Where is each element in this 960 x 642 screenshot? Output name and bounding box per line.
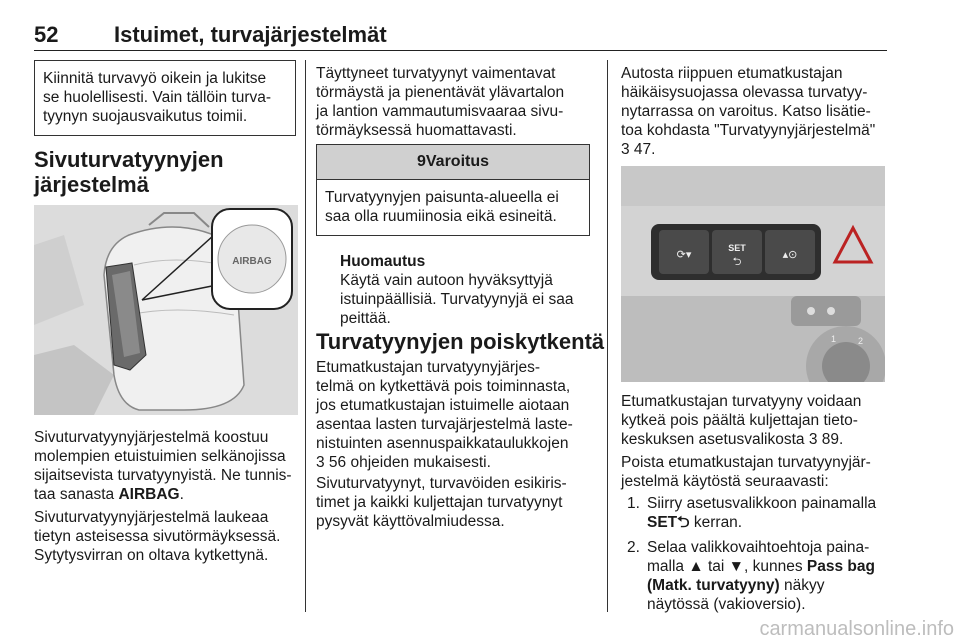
driver-info-paragraph: Etumatkustajan turvatyyny voidaan kytkeä pois päältä kuljettajan tieto- keskuksen asetusvalikosta 3 89. xyxy=(621,393,862,448)
notice-line: se huolellisesti. Vain tällöin turva- xyxy=(43,89,272,106)
page-reference: 3 56 ohjeiden mukaisesti. xyxy=(316,454,491,471)
warning-body: Turvatyynyjen paisunta-alueella ei saa olla ruumiinosia eikä esineitä. xyxy=(325,189,559,225)
steps-intro-paragraph: Poista etumatkustajan turvatyynyjär- jestelmä käytöstä seuraavasti: xyxy=(621,454,871,490)
set-key-term: SET⮌ xyxy=(647,514,690,531)
note-title: Huomautus xyxy=(340,253,426,270)
return-arrow-icon: ⮌ xyxy=(732,256,742,268)
side-airbag-paragraph: Sivuturvatyynyjärjestelmä koostuu molempien etuistuimien selkänojissa sijaitsevista turvatyynyistä. Ne tunnis- taa sanasta AIRBAG. xyxy=(34,429,292,503)
note-block: Huomautus Käytä vain autoon hyväksyttyjä istuinpäällisiä. Turvatyynyjä ei saa peittää. xyxy=(340,252,600,328)
set-button-label: SET xyxy=(728,243,746,253)
deployment-paragraph: Sivuturvatyynyjärjestelmä laukeaa tietyn asteisessa sivutörmäyksessä. Sytytysvirran on oltava kytkettynä. xyxy=(34,509,281,564)
section-heading-deactivation: Turvatyynyjen poiskytkentä xyxy=(316,329,605,354)
notice-line: tyynyn suojausvaikutus toimii. xyxy=(43,108,248,125)
airbag-term: AIRBAG xyxy=(118,486,180,503)
cruise-icon: ⟳▾ xyxy=(676,249,692,261)
remain-active-paragraph: Sivuturvatyynyt, turvavöiden esikiris- timet ja kaikki kuljettajan turvatyynyt pysyvät käyttövalmiudessa. xyxy=(316,475,567,530)
dial-tick-2: 2 xyxy=(858,336,864,346)
inflated-airbag-paragraph: Täyttyneet turvatyynyt vaimentavat törmäystä ja pienentävät ylävartalon ja lantion vammautumisvaaraa sivu- törmäyksessä huomattavasti. xyxy=(316,65,565,139)
warning-box xyxy=(316,144,590,236)
menu-option-label: (Matk. turvatyyny) xyxy=(647,577,780,594)
column-divider-2 xyxy=(607,60,608,612)
steering-wheel-buttons-photo xyxy=(621,166,885,382)
page-number: 52 xyxy=(34,22,59,47)
warning-title: Varoitus xyxy=(425,153,490,170)
step-1: 1. Siirry asetusvalikkoon painamalla SET⮌ kerran. xyxy=(627,495,877,531)
sun-visor-paragraph: Autosta riippuen etumatkustajan häikäisysuojassa olevassa turvatyy- nytarrassa on varoitus. Katso lisätie- toa kohdasta "Turvatyynyjärjestelmä" 3 47. xyxy=(621,65,876,158)
section-heading-side-airbag: Sivuturvatyynyjen järjestelmä xyxy=(34,147,224,197)
chapter-title: Istuimet, turvajärjestelmät xyxy=(114,22,387,47)
column-divider-1 xyxy=(305,60,306,612)
deactivation-paragraph: Etumatkustajan turvatyynyjärjes- telmä on kytkettävä pois toiminnasta, jos etumatkustajan istuimelle aiotaan asentaa lasten turvajärjestelmä laste- nistuinten asennuspaikkataulukkojen 3 56 ohjeiden mukaisesti. xyxy=(316,358,601,472)
dial-tick-1: 1 xyxy=(831,334,837,344)
warning-triangle-icon: 9 xyxy=(416,153,426,170)
seatbelt-notice-box xyxy=(34,60,296,136)
warning-header xyxy=(317,145,589,180)
notice-line: Kiinnitä turvavyö oikein ja lukitse xyxy=(43,70,267,87)
menu-option-pass-bag: Pass bag xyxy=(806,558,875,575)
step-number: 1. xyxy=(627,495,640,512)
lane-assist-icon: ▴⊙ xyxy=(782,249,798,261)
seat-airbag-illustration xyxy=(34,205,298,415)
page-header xyxy=(34,14,887,51)
step-2: 2. Selaa valikkovaihtoehtoja paina- malla ▲ tai ▼, kunnes Pass bag (Matk. turvatyyny) näkyy näytössä (vakioversio). xyxy=(627,539,875,613)
watermark: carmanualsonline.info xyxy=(759,618,954,640)
step-number: 2. xyxy=(627,539,640,556)
airbag-badge-label: AIRBAG xyxy=(232,256,272,267)
